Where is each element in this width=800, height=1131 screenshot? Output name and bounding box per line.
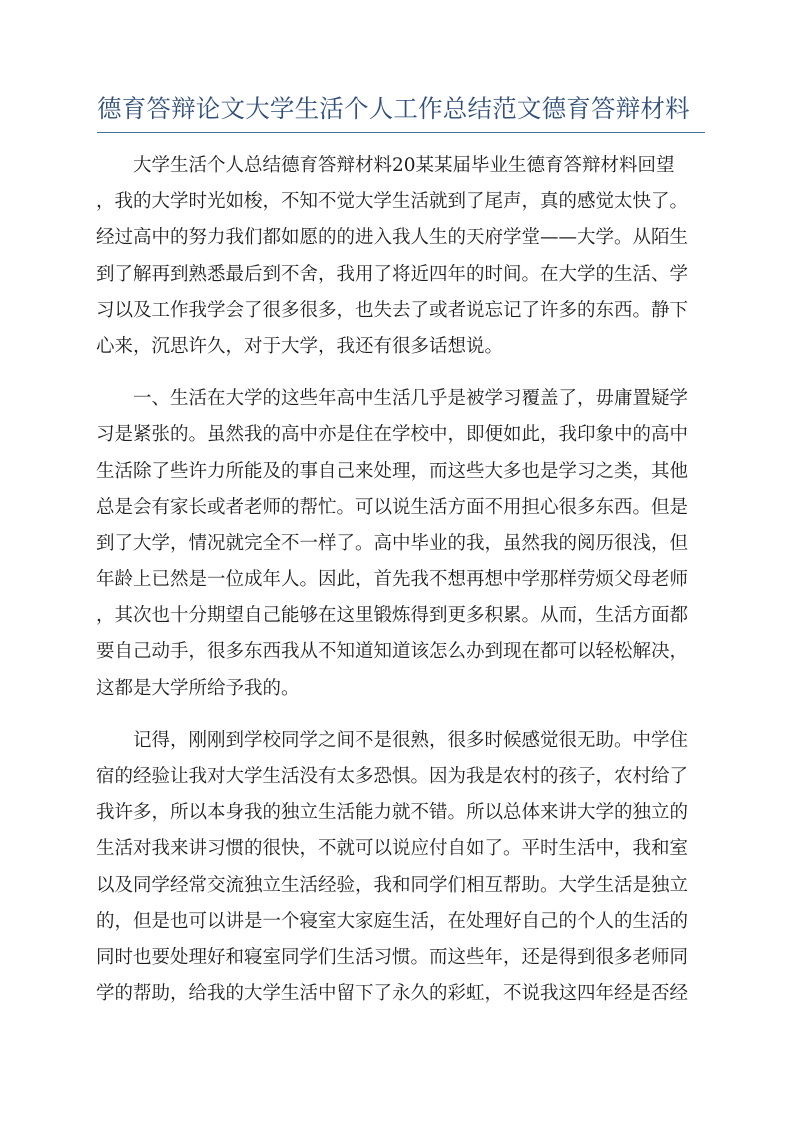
text-line: 的，但是也可以讲是一个寝室大家庭生活，在处理好自己的个人的生活的	[96, 910, 689, 932]
text-line: 记得，刚刚到学校同学之间不是很熟，很多时候感觉很无助。中学住	[96, 729, 689, 751]
text-line: ，我的大学时光如梭，不知不觉大学生活就到了尾声，真的感觉太快了。	[96, 191, 689, 213]
text-line: 一、生活在大学的这些年高中生活几乎是被学习覆盖了，毋庸置疑学	[96, 388, 689, 410]
text-line: 宿的经验让我对大学生活没有太多恐惧。因为我是农村的孩子，农村给了	[96, 766, 689, 787]
text-line: 总是会有家长或者老师的帮忙。可以说生活方面不用担心很多东西。但是	[96, 496, 689, 518]
text-line: 以及同学经常交流独立生活经验，我和同学们相互帮助。大学生活是独立	[96, 874, 689, 896]
document-body	[96, 148, 708, 1028]
text-line: 习是紧张的。虽然我的高中亦是住在学校中，即便如此，我印象中的高中	[96, 424, 689, 446]
text-line: 这都是大学所给予我的。	[96, 677, 300, 699]
title-underline	[97, 132, 705, 133]
text-line: 要自己动手，很多东西我从不知道知道该怎么办到现在都可以轻松解决，	[96, 641, 689, 663]
paragraph-memories	[96, 723, 708, 1013]
text-line: 我许多，所以本身我的独立生活能力就不错。所以总体来讲大学的独立的	[96, 802, 689, 824]
text-line: 经过高中的努力我们都如愿的的进入我人生的天府学堂——大学。从陌生	[96, 227, 689, 249]
text-line: 习以及工作我学会了很多很多，也失去了或者说忘记了许多的东西。静下	[96, 299, 689, 321]
text-line: 同时也要处理好和寝室同学们生活习惯。而这些年，还是得到很多老师同	[96, 946, 689, 968]
text-line: ，其次也十分期望自己能够在这里锻炼得到更多积累。从而，生活方面都	[96, 605, 689, 627]
text-line: 生活除了些许力所能及的事自己来处理，而这些大多也是学习之类，其他	[96, 460, 689, 482]
document-title: 德育答辩论文大学生活个人工作总结范文德育答辩材料	[97, 94, 690, 123]
text-line: 生活对我来讲习惯的很快，不就可以说应付自如了。平时生活中，我和室	[96, 838, 689, 860]
text-line: 学的帮助，给我的大学生活中留下了永久的彩虹，不说我这四年经是否经	[96, 983, 689, 1005]
paragraph-intro	[96, 148, 708, 365]
text-line: 心来，沉思许久，对于大学，我还有很多话想说。	[96, 335, 504, 357]
paragraph-life	[96, 381, 708, 707]
text-line: 大学生活个人总结德育答辩材料20某某届毕业生德育答辩材料回望	[96, 155, 675, 176]
text-line: 到了解再到熟悉最后到不舍，我用了将近四年的时间。在大学的生活、学	[96, 263, 689, 285]
text-line: 到了大学，情况就完全不一样了。高中毕业的我，虽然我的阅历很浅，但	[96, 532, 689, 554]
text-line: 年龄上已然是一位成年人。因此，首先我不想再想中学那样劳烦父母老师	[96, 569, 689, 591]
